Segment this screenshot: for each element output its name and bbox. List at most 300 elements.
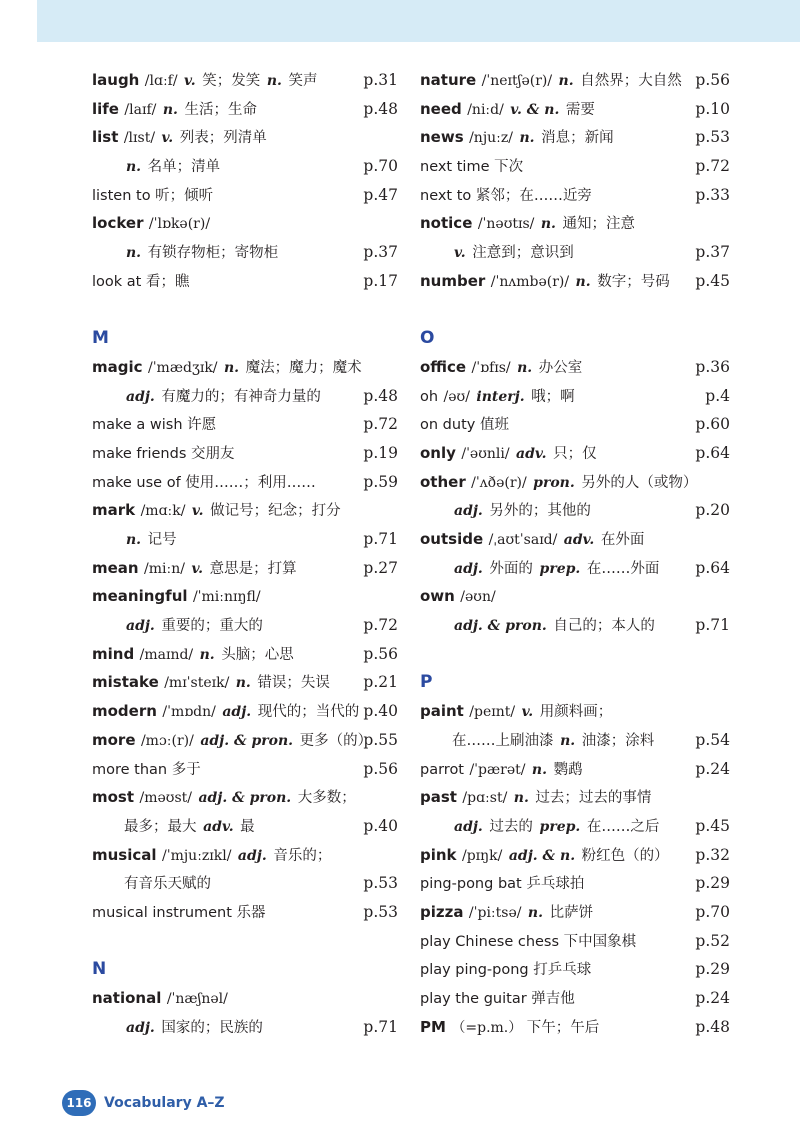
phonetic: /mɪˈsteɪk/ (159, 675, 234, 692)
vocab-entry (420, 152, 730, 181)
entry-text (420, 955, 591, 985)
phonetic: /pɪŋk/ (457, 847, 507, 864)
entry-text (92, 755, 201, 785)
page-ref: p.60 (695, 415, 730, 434)
page-ref: p.37 (695, 243, 730, 262)
part-of-speech: v. (184, 73, 196, 89)
phrase: next to (420, 187, 472, 204)
definition: 头脑；心思 (216, 646, 294, 663)
vocab-entry (420, 123, 730, 152)
headword: only (420, 443, 456, 462)
entry-continuation (92, 238, 398, 267)
entry-text (420, 181, 592, 211)
definition: 弹吉他 (526, 991, 575, 1007)
part-of-speech: adj. & pron. (454, 618, 547, 635)
definition: 比萨饼 (544, 904, 594, 921)
phonetic: /ˈnʌmbə(r)/ (486, 273, 574, 290)
headword: need (420, 99, 462, 118)
part-of-speech: n. (560, 732, 576, 749)
entry-text (420, 95, 595, 125)
entry-text (92, 554, 297, 584)
definition: 现代的；当代的 (253, 704, 360, 721)
page-ref: p.48 (695, 1017, 730, 1036)
phonetic: /njuːz/ (464, 130, 518, 147)
vocab-entry (92, 984, 398, 1013)
definition: 外面的 (484, 560, 538, 577)
phrase: make a wish (92, 417, 183, 434)
phonetic: /niːd/ (462, 101, 509, 118)
vocab-entry (420, 66, 730, 95)
entry-text (92, 95, 257, 125)
entry-text (92, 267, 189, 297)
vocab-entry (420, 927, 730, 956)
vocab-entry (420, 898, 730, 927)
part-of-speech: adj. (237, 847, 267, 864)
vocab-entry (420, 439, 730, 468)
vocab-entry (420, 955, 730, 984)
definition: 最多；最大 (124, 818, 202, 835)
vocab-entry (420, 984, 730, 1013)
page-ref: p.53 (363, 874, 398, 893)
vocab-entry (92, 726, 398, 755)
part-of-speech: n. (517, 359, 533, 376)
phrase: more than (92, 761, 168, 778)
definition: 列表；列清单 (175, 130, 267, 147)
part-of-speech: n. (162, 101, 178, 118)
definition: 用颜料画； (535, 704, 613, 721)
entry-text (452, 812, 659, 842)
page-ref: p.48 (363, 386, 398, 405)
phrase: play Chinese chess (420, 933, 560, 950)
page-ref: p.31 (363, 71, 398, 89)
page-ref: p.40 (363, 816, 398, 835)
definition: 最 (235, 818, 255, 835)
page-ref: p.56 (363, 644, 398, 663)
entry-continuation (420, 496, 730, 525)
section-gap (92, 296, 398, 325)
section-gap (420, 640, 730, 669)
letter-heading: N (92, 959, 107, 980)
entry-text (92, 439, 235, 469)
entry-text (452, 238, 574, 268)
vocab-entry (420, 468, 730, 497)
definition: 记号 (143, 532, 177, 548)
definition: 魔法；魔力；魔术 (241, 359, 362, 376)
phonetic: /peɪnt/ (464, 704, 520, 721)
definition: 打乒乓球 (528, 962, 592, 979)
page-ref: p.56 (695, 71, 730, 89)
vocab-entry (92, 496, 398, 525)
entry-text (92, 181, 213, 211)
footer-title: Vocabulary A–Z (104, 1095, 225, 1111)
entry-text (420, 1013, 599, 1043)
entry-text (92, 209, 210, 239)
vocab-entry (92, 353, 398, 382)
phonetic: /pɑːst/ (457, 790, 512, 807)
letter-heading: P (420, 672, 433, 693)
entry-continuation (92, 1013, 398, 1042)
vocab-entry (92, 640, 398, 669)
page-ref: p.55 (363, 730, 398, 749)
part-of-speech: adj. (454, 503, 483, 520)
part-of-speech: v. (191, 503, 204, 520)
vocab-entry (92, 755, 398, 784)
part-of-speech: n. (540, 216, 556, 233)
vocab-entry (92, 582, 398, 611)
section-gap (420, 296, 730, 325)
phonetic: /ˈnəʊtɪs/ (473, 216, 539, 233)
page-ref: p.29 (695, 874, 730, 893)
phonetic: /ˌaʊtˈsaɪd/ (484, 532, 562, 548)
part-of-speech: n. (266, 73, 282, 89)
entry-text (420, 209, 635, 239)
definition: 在外面 (596, 532, 645, 548)
headword: past (420, 788, 457, 807)
part-of-speech: n. (558, 73, 574, 89)
part-of-speech: n. (126, 532, 142, 548)
phonetic: /əʊ/ (439, 388, 475, 405)
page-ref: p.33 (695, 185, 730, 204)
headword: laugh (92, 71, 140, 89)
entry-text (92, 468, 316, 498)
vocab-entry (92, 66, 398, 95)
part-of-speech: adv. (563, 532, 595, 548)
definition: 有锁存物柜；寄物柜 (143, 245, 279, 262)
page-ref: p.56 (363, 759, 398, 778)
definition: 许愿 (182, 417, 217, 434)
page-number-badge: 116 (62, 1090, 96, 1116)
vocab-entry (420, 755, 730, 784)
vocab-column-left (92, 66, 398, 1041)
vocab-entry (92, 554, 398, 583)
phonetic: /ˈmɒdn/ (157, 704, 221, 721)
page-ref: p.17 (363, 271, 398, 290)
vocab-entry (92, 410, 398, 439)
phonetic: /əʊn/ (455, 589, 496, 606)
entry-text (92, 496, 341, 526)
entry-text (92, 123, 267, 153)
page-ref: p.64 (695, 558, 730, 577)
vocab-entry (92, 898, 398, 927)
definition: 错误；失误 (252, 675, 330, 692)
headword: PM (420, 1017, 446, 1036)
entry-continuation (420, 554, 730, 583)
definition: 交朋友 (186, 445, 235, 462)
entry-text (92, 783, 356, 813)
page-ref: p.72 (695, 157, 730, 176)
entry-text (452, 554, 659, 584)
definition: 过去；过去的事情 (530, 790, 652, 807)
entry-text (420, 123, 614, 153)
part-of-speech: v. (521, 704, 534, 721)
part-of-speech: v. (191, 560, 204, 577)
vocab-entry (420, 869, 730, 898)
phonetic: /ˈlɒkə(r)/ (144, 216, 211, 233)
part-of-speech: v. (454, 245, 466, 262)
entry-text (420, 468, 697, 498)
definition: 乒乓球拍 (521, 876, 585, 893)
headword: meaningful (92, 587, 188, 606)
entry-continuation (92, 382, 398, 411)
entry-text (452, 726, 654, 756)
entry-text (92, 410, 216, 440)
headword: mistake (92, 673, 159, 692)
phonetic: /laɪf/ (119, 101, 161, 118)
definition: 下次 (489, 159, 524, 176)
entry-text (420, 697, 612, 727)
definition: 紧邻；在……近旁 (471, 187, 592, 204)
headword: modern (92, 702, 157, 721)
entry-text (92, 697, 359, 727)
part-of-speech: v. (161, 130, 174, 147)
vocab-entry (420, 382, 730, 411)
phonetic: /ˈneɪtʃə(r)/ (477, 73, 557, 89)
phrase: look at (92, 273, 142, 290)
phonetic: （=p.m.） (446, 1019, 527, 1036)
definition: 更多（的） (295, 732, 373, 749)
part-of-speech: adj. (126, 388, 155, 405)
vocab-entry (420, 697, 730, 726)
phonetic: /lɪst/ (119, 130, 160, 147)
page-ref: p.40 (363, 702, 398, 721)
entry-text (124, 869, 211, 899)
vocab-entry (420, 209, 730, 238)
phrase: parrot (420, 761, 464, 778)
definition: 鹦鹉 (548, 761, 583, 778)
entry-text (124, 812, 255, 842)
definition: 名单；清单 (143, 159, 221, 176)
vocab-entry (92, 95, 398, 124)
phonetic: /miːn/ (139, 560, 190, 577)
entry-continuation (420, 238, 730, 267)
definition: 看；瞧 (141, 273, 190, 290)
part-of-speech: n. (126, 159, 142, 176)
vocab-entry (92, 439, 398, 468)
page-ref: p.71 (363, 530, 398, 548)
top-band (37, 0, 800, 42)
page-ref: p.21 (363, 673, 398, 692)
entry-continuation (92, 869, 398, 898)
entry-text (92, 668, 330, 698)
headword: musical (92, 845, 157, 864)
part-of-speech: n. (531, 761, 547, 778)
entry-text (124, 611, 263, 641)
vocab-entry (92, 123, 398, 152)
definition: 注意到；意识到 (467, 245, 574, 262)
entry-text (92, 66, 318, 96)
vocab-entry (420, 1013, 730, 1042)
entry-text (420, 841, 669, 871)
definition: 值班 (475, 417, 509, 434)
phonetic: /mɔː(r)/ (136, 732, 199, 749)
entry-text (124, 382, 321, 412)
definition: 下中国象棋 (559, 933, 637, 950)
entry-text (420, 783, 651, 813)
definition: 粉红色（的） (577, 847, 669, 864)
headword: list (92, 128, 119, 147)
phonetic: /lɑːf/ (140, 73, 183, 89)
entry-text (420, 439, 597, 469)
entry-text (420, 525, 644, 555)
part-of-speech: n. (513, 790, 529, 807)
page-ref: p.53 (695, 128, 730, 147)
definition: 需要 (561, 101, 595, 118)
phrase: on duty (420, 417, 476, 434)
section-gap (92, 927, 398, 956)
definition: 在……外面 (582, 560, 660, 577)
page-ref: p.29 (695, 960, 730, 979)
part-of-speech: pron. (533, 474, 575, 491)
headword: other (420, 472, 466, 491)
page-footer (62, 1090, 225, 1116)
page-ref: p.4 (705, 386, 730, 405)
entry-continuation (92, 611, 398, 640)
part-of-speech: interj. (476, 388, 525, 405)
headword: national (92, 989, 162, 1007)
page-ref: p.70 (363, 157, 398, 176)
headword: pink (420, 845, 457, 864)
entry-text (420, 66, 682, 96)
headword: outside (420, 530, 484, 548)
letter-heading: M (92, 328, 109, 349)
vocab-entry (92, 697, 398, 726)
headword: magic (92, 357, 143, 376)
part-of-speech: adj. (222, 704, 252, 721)
entry-text (92, 898, 266, 928)
part-of-speech: n. (575, 273, 591, 290)
entry-text (420, 755, 583, 785)
vocab-entry (420, 353, 730, 382)
entry-text (420, 410, 509, 440)
phonetic: /mɑːk/ (136, 503, 190, 520)
entry-continuation (92, 152, 398, 181)
entry-text (420, 582, 496, 612)
headword: number (420, 271, 486, 290)
definition: 乐器 (231, 904, 266, 921)
part-of-speech: adj. & pron. (198, 790, 292, 807)
phonetic: /ˈəʊnli/ (456, 445, 515, 462)
definition: 重要的；重大的 (156, 618, 263, 635)
headword: most (92, 788, 135, 807)
page-ref: p.72 (363, 415, 398, 434)
definition: 数字；号码 (592, 273, 670, 290)
definition: 使用……；利用…… (180, 474, 316, 491)
phonetic: /maɪnd/ (135, 646, 198, 663)
definition: 自己的；本人的 (548, 618, 655, 635)
headword: mark (92, 501, 136, 520)
definition: 下午；午后 (526, 1019, 600, 1036)
vocab-entry (420, 410, 730, 439)
vocab-entry (420, 267, 730, 296)
headword: mind (92, 644, 135, 663)
part-of-speech: n. (126, 245, 142, 262)
headword: own (420, 587, 455, 606)
vocab-entry (420, 841, 730, 870)
part-of-speech: adv. (516, 445, 547, 462)
entry-text (420, 382, 575, 412)
definition: 另外的人（或物） (576, 474, 698, 491)
part-of-speech: adj. (126, 618, 155, 635)
entry-text (420, 984, 575, 1014)
page-ref: p.20 (695, 501, 730, 520)
vocab-entry (420, 95, 730, 124)
part-of-speech: v. & n. (510, 101, 560, 118)
phrase: ping-pong bat (420, 876, 522, 893)
page-ref: p.70 (695, 902, 730, 921)
page-ref: p.36 (695, 357, 730, 376)
entry-text (420, 927, 636, 957)
definition: 过去的 (484, 818, 538, 835)
definition: 多于 (167, 761, 201, 778)
page-ref: p.45 (695, 271, 730, 290)
page-ref: p.24 (695, 989, 730, 1007)
entry-continuation (420, 726, 730, 755)
definition: 消息；新闻 (536, 130, 614, 147)
page-ref: p.52 (695, 931, 730, 950)
phrase: listen to (92, 187, 151, 204)
phrase: make friends (92, 445, 187, 462)
vocab-entry (92, 468, 398, 497)
vocab-entry (420, 181, 730, 210)
page-ref: p.47 (363, 185, 398, 204)
page-ref: p.72 (363, 616, 398, 635)
headword: news (420, 128, 464, 147)
definition: 大多数； (293, 790, 356, 807)
definition: 有音乐天赋的 (124, 876, 211, 893)
entry-text (92, 726, 372, 756)
vocab-column-right (420, 66, 730, 1041)
definition: 笑声 (283, 73, 318, 89)
page-ref: p.19 (363, 443, 398, 462)
vocab-entry (92, 668, 398, 697)
phrase: musical instrument (92, 904, 232, 921)
definition: 通知；注意 (557, 216, 636, 233)
definition: 意思是；打算 (205, 560, 297, 577)
entry-continuation (92, 525, 398, 554)
letter-heading: O (420, 328, 435, 349)
entry-text (124, 525, 177, 555)
headword: office (420, 357, 467, 376)
entry-continuation (420, 812, 730, 841)
phrase: oh (420, 388, 439, 405)
entry-text (92, 582, 261, 612)
headword: more (92, 730, 136, 749)
definition: 哦；啊 (526, 388, 575, 405)
headword: pizza (420, 902, 464, 921)
definition: 音乐的； (268, 847, 332, 864)
part-of-speech: n. (519, 130, 535, 147)
part-of-speech: adj. & n. (508, 847, 576, 864)
part-of-speech: prep. (539, 560, 581, 577)
definition: 在……之后 (582, 818, 660, 835)
entry-text (420, 152, 523, 182)
entry-text (452, 496, 591, 526)
definition: 做记号；纪念；打分 (205, 503, 341, 520)
entry-text (420, 353, 582, 383)
page-ref: p.27 (363, 558, 398, 577)
entry-continuation (92, 812, 398, 841)
phonetic: /ˈnæʃnəl/ (162, 991, 228, 1007)
page-ref: p.37 (363, 243, 398, 262)
phonetic: /ˈɒfɪs/ (467, 359, 516, 376)
entry-text (420, 898, 593, 928)
phrase: play the guitar (420, 991, 527, 1007)
vocab-entry (420, 783, 730, 812)
part-of-speech: adj. (454, 818, 483, 835)
page-ref: p.45 (695, 816, 730, 835)
headword: life (92, 99, 119, 118)
definition: 生活；生命 (179, 101, 257, 118)
